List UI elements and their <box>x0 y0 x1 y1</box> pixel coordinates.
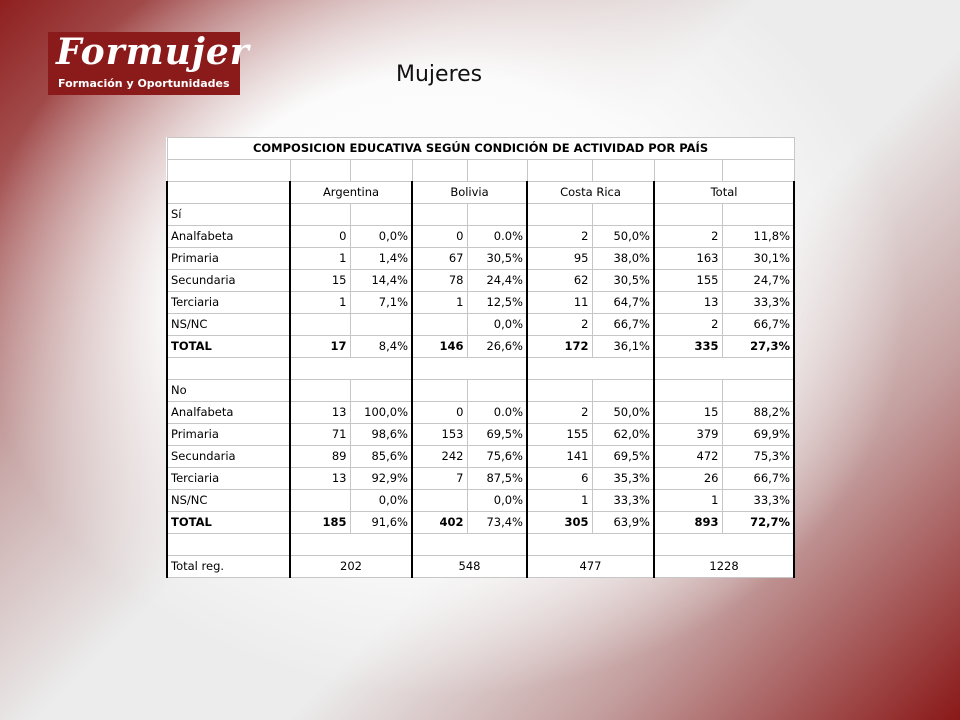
total-value: 185 <box>290 512 350 534</box>
total-row <box>167 336 794 358</box>
value-cell: 0.0% <box>467 226 527 248</box>
empty-cell <box>290 160 350 182</box>
value-cell: 87,5% <box>467 468 527 490</box>
table-row <box>167 248 794 270</box>
empty-cell <box>290 358 412 380</box>
value-cell: 35,3% <box>592 468 654 490</box>
empty-cell <box>167 358 290 380</box>
total-value: 73,4% <box>467 512 527 534</box>
empty-cell <box>412 358 527 380</box>
table-row <box>167 424 794 446</box>
total-reg-label: Total reg. <box>167 556 290 578</box>
empty-cell <box>527 160 592 182</box>
empty-cell <box>350 204 412 226</box>
value-cell: 1 <box>527 490 592 512</box>
empty-row <box>167 160 794 182</box>
empty-cell <box>654 204 722 226</box>
row-label: Secundaria <box>167 446 290 468</box>
value-cell <box>412 314 467 336</box>
empty-cell <box>467 204 527 226</box>
total-reg-value: 1228 <box>654 556 794 578</box>
header-corner <box>167 182 290 204</box>
empty-cell <box>654 534 794 556</box>
value-cell <box>350 314 412 336</box>
value-cell: 95 <box>527 248 592 270</box>
empty-row <box>167 534 794 556</box>
value-cell: 155 <box>527 424 592 446</box>
value-cell: 11,8% <box>722 226 794 248</box>
total-value: 27,3% <box>722 336 794 358</box>
value-cell: 92,9% <box>350 468 412 490</box>
value-cell: 69,5% <box>592 446 654 468</box>
total-value: 72,7% <box>722 512 794 534</box>
empty-cell <box>467 160 527 182</box>
empty-cell <box>412 534 527 556</box>
value-cell: 12,5% <box>467 292 527 314</box>
empty-cell <box>527 534 654 556</box>
empty-cell <box>350 160 412 182</box>
empty-cell <box>290 380 350 402</box>
value-cell: 0,0% <box>350 226 412 248</box>
value-cell: 30,5% <box>592 270 654 292</box>
table-row <box>167 292 794 314</box>
total-label: TOTAL <box>167 512 290 534</box>
value-cell: 30,5% <box>467 248 527 270</box>
value-cell: 7 <box>412 468 467 490</box>
row-label: NS/NC <box>167 490 290 512</box>
value-cell: 0 <box>412 226 467 248</box>
value-cell: 2 <box>654 226 722 248</box>
country-header: Bolivia <box>412 182 527 204</box>
total-value: 8,4% <box>350 336 412 358</box>
country-header: Total <box>654 182 794 204</box>
row-label: Secundaria <box>167 270 290 292</box>
value-cell: 33,3% <box>722 490 794 512</box>
value-cell: 1 <box>290 248 350 270</box>
value-cell: 62,0% <box>592 424 654 446</box>
empty-cell <box>290 204 350 226</box>
empty-cell <box>654 160 722 182</box>
table-row <box>167 314 794 336</box>
row-label: Analfabeta <box>167 226 290 248</box>
value-cell <box>412 490 467 512</box>
total-value: 893 <box>654 512 722 534</box>
value-cell: 0.0% <box>467 402 527 424</box>
empty-cell <box>167 160 290 182</box>
page-title: Mujeres <box>396 62 483 87</box>
value-cell: 1 <box>290 292 350 314</box>
empty-cell <box>654 358 794 380</box>
value-cell: 2 <box>527 314 592 336</box>
value-cell: 78 <box>412 270 467 292</box>
value-cell: 33,3% <box>722 292 794 314</box>
table-row <box>167 446 794 468</box>
empty-cell <box>290 534 412 556</box>
value-cell: 379 <box>654 424 722 446</box>
row-label: Terciaria <box>167 292 290 314</box>
value-cell: 38,0% <box>592 248 654 270</box>
empty-cell <box>722 204 794 226</box>
value-cell: 0,0% <box>350 490 412 512</box>
total-reg-row <box>167 556 794 578</box>
value-cell: 66,7% <box>592 314 654 336</box>
value-cell: 69,5% <box>467 424 527 446</box>
section-label: Sí <box>167 204 290 226</box>
total-value: 63,9% <box>592 512 654 534</box>
value-cell: 71 <box>290 424 350 446</box>
empty-cell <box>722 380 794 402</box>
country-header: Costa Rica <box>527 182 654 204</box>
row-label: Analfabeta <box>167 402 290 424</box>
row-label: NS/NC <box>167 314 290 336</box>
empty-cell <box>654 380 722 402</box>
empty-cell <box>167 534 290 556</box>
empty-cell <box>412 204 467 226</box>
table-title-row <box>167 138 794 160</box>
total-value: 26,6% <box>467 336 527 358</box>
empty-cell <box>592 204 654 226</box>
empty-cell <box>722 160 794 182</box>
value-cell: 15 <box>290 270 350 292</box>
value-cell: 26 <box>654 468 722 490</box>
row-label: Primaria <box>167 424 290 446</box>
country-header: Argentina <box>290 182 412 204</box>
value-cell: 1 <box>654 490 722 512</box>
total-value: 305 <box>527 512 592 534</box>
value-cell: 2 <box>527 402 592 424</box>
value-cell: 15 <box>654 402 722 424</box>
value-cell: 242 <box>412 446 467 468</box>
total-value: 36,1% <box>592 336 654 358</box>
value-cell: 30,1% <box>722 248 794 270</box>
value-cell: 89 <box>290 446 350 468</box>
value-cell: 141 <box>527 446 592 468</box>
formujer-logo <box>48 31 250 95</box>
value-cell: 2 <box>654 314 722 336</box>
value-cell: 66,7% <box>722 468 794 490</box>
total-reg-value: 477 <box>527 556 654 578</box>
total-value: 172 <box>527 336 592 358</box>
value-cell: 75,3% <box>722 446 794 468</box>
value-cell: 0,0% <box>467 490 527 512</box>
table-row <box>167 468 794 490</box>
empty-cell <box>412 380 467 402</box>
total-value: 17 <box>290 336 350 358</box>
value-cell: 64,7% <box>592 292 654 314</box>
empty-cell <box>527 204 592 226</box>
value-cell: 100,0% <box>350 402 412 424</box>
total-row <box>167 512 794 534</box>
value-cell: 62 <box>527 270 592 292</box>
value-cell <box>290 314 350 336</box>
value-cell: 85,6% <box>350 446 412 468</box>
empty-cell <box>592 160 654 182</box>
table-row <box>167 270 794 292</box>
empty-cell <box>592 380 654 402</box>
value-cell: 69,9% <box>722 424 794 446</box>
table-row <box>167 490 794 512</box>
value-cell: 13 <box>654 292 722 314</box>
value-cell: 155 <box>654 270 722 292</box>
total-value: 335 <box>654 336 722 358</box>
empty-cell <box>350 380 412 402</box>
value-cell: 50,0% <box>592 226 654 248</box>
value-cell: 13 <box>290 402 350 424</box>
total-label: TOTAL <box>167 336 290 358</box>
value-cell: 66,7% <box>722 314 794 336</box>
education-table <box>166 137 795 578</box>
value-cell: 88,2% <box>722 402 794 424</box>
row-label: Primaria <box>167 248 290 270</box>
total-reg-value: 548 <box>412 556 527 578</box>
table-row <box>167 226 794 248</box>
empty-cell <box>467 380 527 402</box>
value-cell: 0 <box>290 226 350 248</box>
value-cell: 163 <box>654 248 722 270</box>
empty-cell <box>412 160 467 182</box>
value-cell: 153 <box>412 424 467 446</box>
value-cell: 0 <box>412 402 467 424</box>
row-label: Terciaria <box>167 468 290 490</box>
value-cell: 2 <box>527 226 592 248</box>
value-cell: 11 <box>527 292 592 314</box>
value-cell: 6 <box>527 468 592 490</box>
total-value: 402 <box>412 512 467 534</box>
logo-tagline: Formación y Oportunidades <box>58 77 230 90</box>
value-cell: 24,4% <box>467 270 527 292</box>
table-row <box>167 402 794 424</box>
total-reg-value: 202 <box>290 556 412 578</box>
logo-brand: Formujer <box>56 31 250 73</box>
value-cell: 13 <box>290 468 350 490</box>
value-cell: 1 <box>412 292 467 314</box>
value-cell: 7,1% <box>350 292 412 314</box>
value-cell: 472 <box>654 446 722 468</box>
value-cell: 75,6% <box>467 446 527 468</box>
empty-row <box>167 358 794 380</box>
empty-cell <box>527 358 654 380</box>
value-cell: 98,6% <box>350 424 412 446</box>
value-cell <box>290 490 350 512</box>
country-header-row <box>167 182 794 204</box>
total-value: 146 <box>412 336 467 358</box>
value-cell: 0,0% <box>467 314 527 336</box>
section-label-row <box>167 204 794 226</box>
value-cell: 1,4% <box>350 248 412 270</box>
section-label-row <box>167 380 794 402</box>
value-cell: 67 <box>412 248 467 270</box>
table-title: COMPOSICION EDUCATIVA SEGÚN CONDICIÓN DE ACTIVIDAD POR PAÍS <box>167 138 794 160</box>
value-cell: 33,3% <box>592 490 654 512</box>
section-label: No <box>167 380 290 402</box>
value-cell: 14,4% <box>350 270 412 292</box>
empty-cell <box>527 380 592 402</box>
value-cell: 24,7% <box>722 270 794 292</box>
value-cell: 50,0% <box>592 402 654 424</box>
total-value: 91,6% <box>350 512 412 534</box>
